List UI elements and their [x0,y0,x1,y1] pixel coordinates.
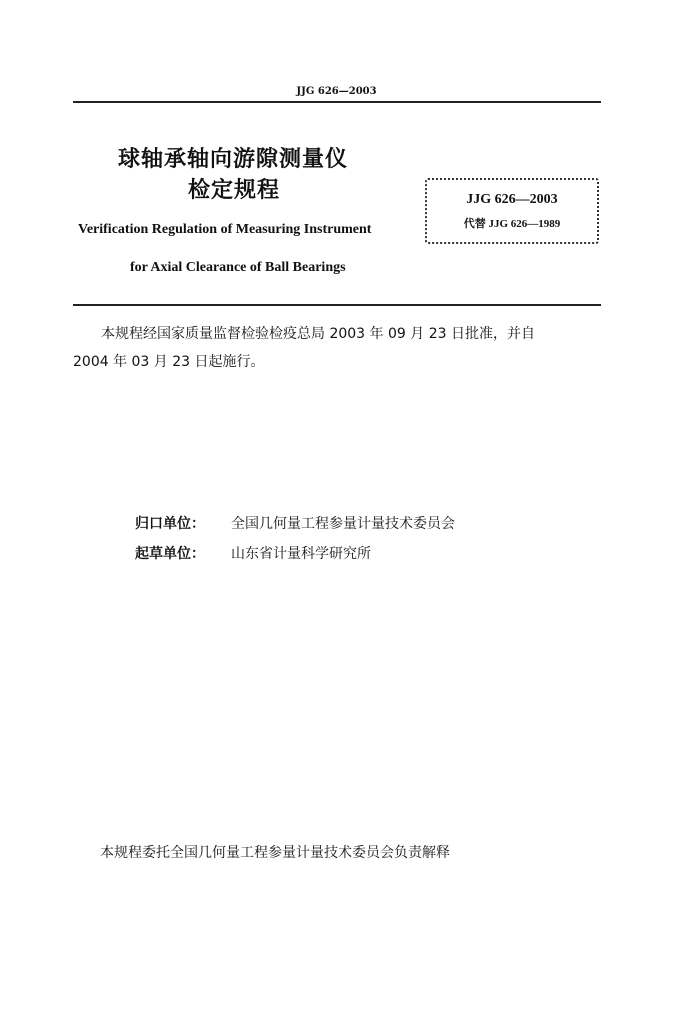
approval-line1: 本规程经国家质量监督检验检疫总局 2003 年 09 月 23 日批准，并自 [101,326,535,342]
interpretation-note: 本规程委托全国几何量工程参量计量技术委员会负责解释 [100,845,450,861]
title-english-line2: for Axial Clearance of Ball Bearings [130,260,346,275]
responsible-unit-label: 归口单位： [135,516,205,532]
approval-statement [73,320,601,376]
approval-line2: 2004 年 03 月 23 日起施行。 [73,354,265,370]
drafting-unit-value: 山东省计量科学研究所 [231,546,371,562]
title-english-line1: Verification Regulation of Measuring Instrument [78,222,372,237]
standard-code-box [425,178,599,244]
drafting-unit-row [135,543,371,563]
top-divider [73,101,601,103]
replaced-standard-code: 代替 JJG 626—1989 [463,218,561,230]
middle-divider [73,304,601,306]
header-standard-code: JJG 626—2003 [296,86,377,97]
title-chinese-line2: 检定规程 [188,178,281,203]
responsible-unit-value: 全国几何量工程参量计量技术委员会 [231,516,455,532]
title-chinese-line1: 球轴承轴向游隙测量仪 [118,147,349,172]
standard-code: JJG 626—2003 [466,192,558,207]
responsible-unit-row [135,513,455,533]
drafting-unit-label: 起草单位： [135,546,205,562]
